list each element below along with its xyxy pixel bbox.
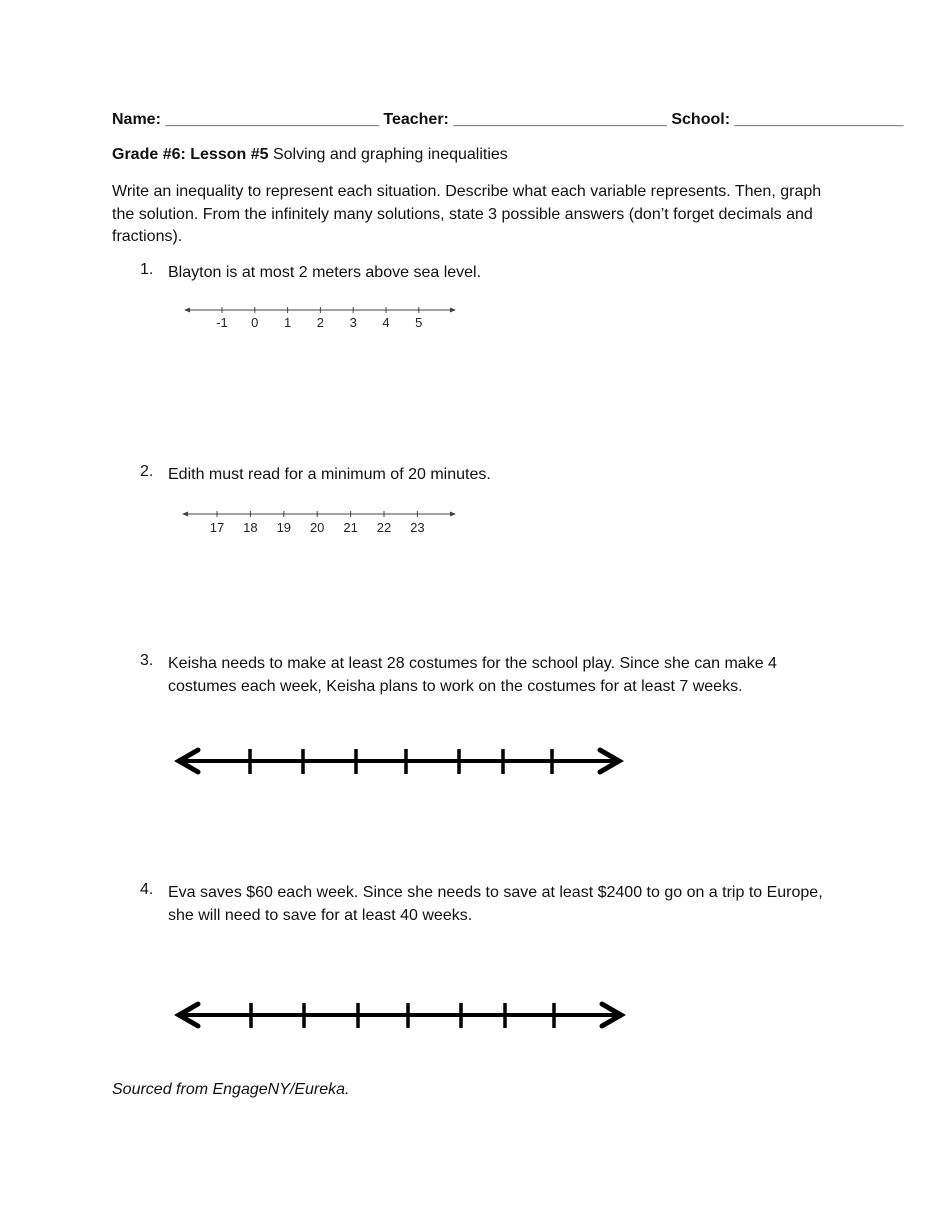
right-arrow bbox=[450, 308, 456, 313]
question-number: 3. bbox=[140, 652, 154, 669]
lesson-title-bold: Grade #6: Lesson #5 bbox=[112, 146, 269, 163]
lesson-title bbox=[112, 146, 508, 164]
header-line bbox=[112, 111, 904, 129]
tick-label: 1 bbox=[283, 315, 292, 330]
school-label: School: bbox=[671, 111, 731, 128]
tick-label: 19 bbox=[276, 520, 292, 535]
source-note: Sourced from EngageNY/Eureka. bbox=[112, 1081, 350, 1098]
tick-label: 3 bbox=[349, 315, 357, 330]
question-text: Eva saves $60 each week. Since she needs to save at least $2400 to go on a trip to Europe, she will need to save for at least 40 weeks. bbox=[168, 884, 823, 924]
question-text: Blayton is at most 2 meters above sea level. bbox=[168, 264, 482, 281]
name-blank[interactable]: ________________________ bbox=[165, 111, 379, 128]
tick-label: 17 bbox=[209, 520, 225, 535]
question-number: 2. bbox=[140, 463, 154, 480]
tick-label: -1 bbox=[216, 315, 228, 330]
tick-label: 4 bbox=[382, 315, 390, 330]
question-number: 1. bbox=[140, 261, 154, 278]
tick-label: 23 bbox=[410, 520, 425, 535]
left-arrow bbox=[184, 308, 190, 313]
name-label: Name: bbox=[112, 111, 161, 128]
number-line-2 bbox=[178, 503, 463, 543]
left-arrow bbox=[182, 512, 188, 517]
tick-label: 21 bbox=[343, 520, 358, 535]
teacher-label: Teacher: bbox=[383, 111, 449, 128]
number-line-1 bbox=[180, 298, 465, 338]
tick-label: 22 bbox=[376, 520, 392, 535]
school-blank[interactable]: ___________________ bbox=[734, 111, 904, 128]
question-text: Keisha needs to make at least 28 costumes for the school play. Since she can make 4 costumes each week, Keisha plans to work on the costumes for at least 7 weeks. bbox=[168, 655, 777, 695]
tick-label: 20 bbox=[309, 520, 325, 535]
instructions: Write an inequality to represent each situation. Describe what each variable represents. Then, graph the solution. From the infinitely many solutions, state 3 possible answers (don’t forget decimals and fractions). bbox=[112, 183, 822, 245]
tick-label: 18 bbox=[243, 520, 258, 535]
question-number: 4. bbox=[140, 881, 154, 898]
number-line-3 bbox=[170, 740, 630, 784]
lesson-title-rest: Solving and graphing inequalities bbox=[268, 146, 508, 163]
tick-label: 2 bbox=[316, 315, 325, 330]
question-text: Edith must read for a minimum of 20 minutes. bbox=[168, 466, 491, 483]
teacher-blank[interactable]: ________________________ bbox=[453, 111, 667, 128]
right-arrow bbox=[450, 512, 456, 517]
number-line-4 bbox=[170, 994, 632, 1038]
tick-label: 5 bbox=[415, 315, 423, 330]
tick-label: 0 bbox=[251, 315, 259, 330]
